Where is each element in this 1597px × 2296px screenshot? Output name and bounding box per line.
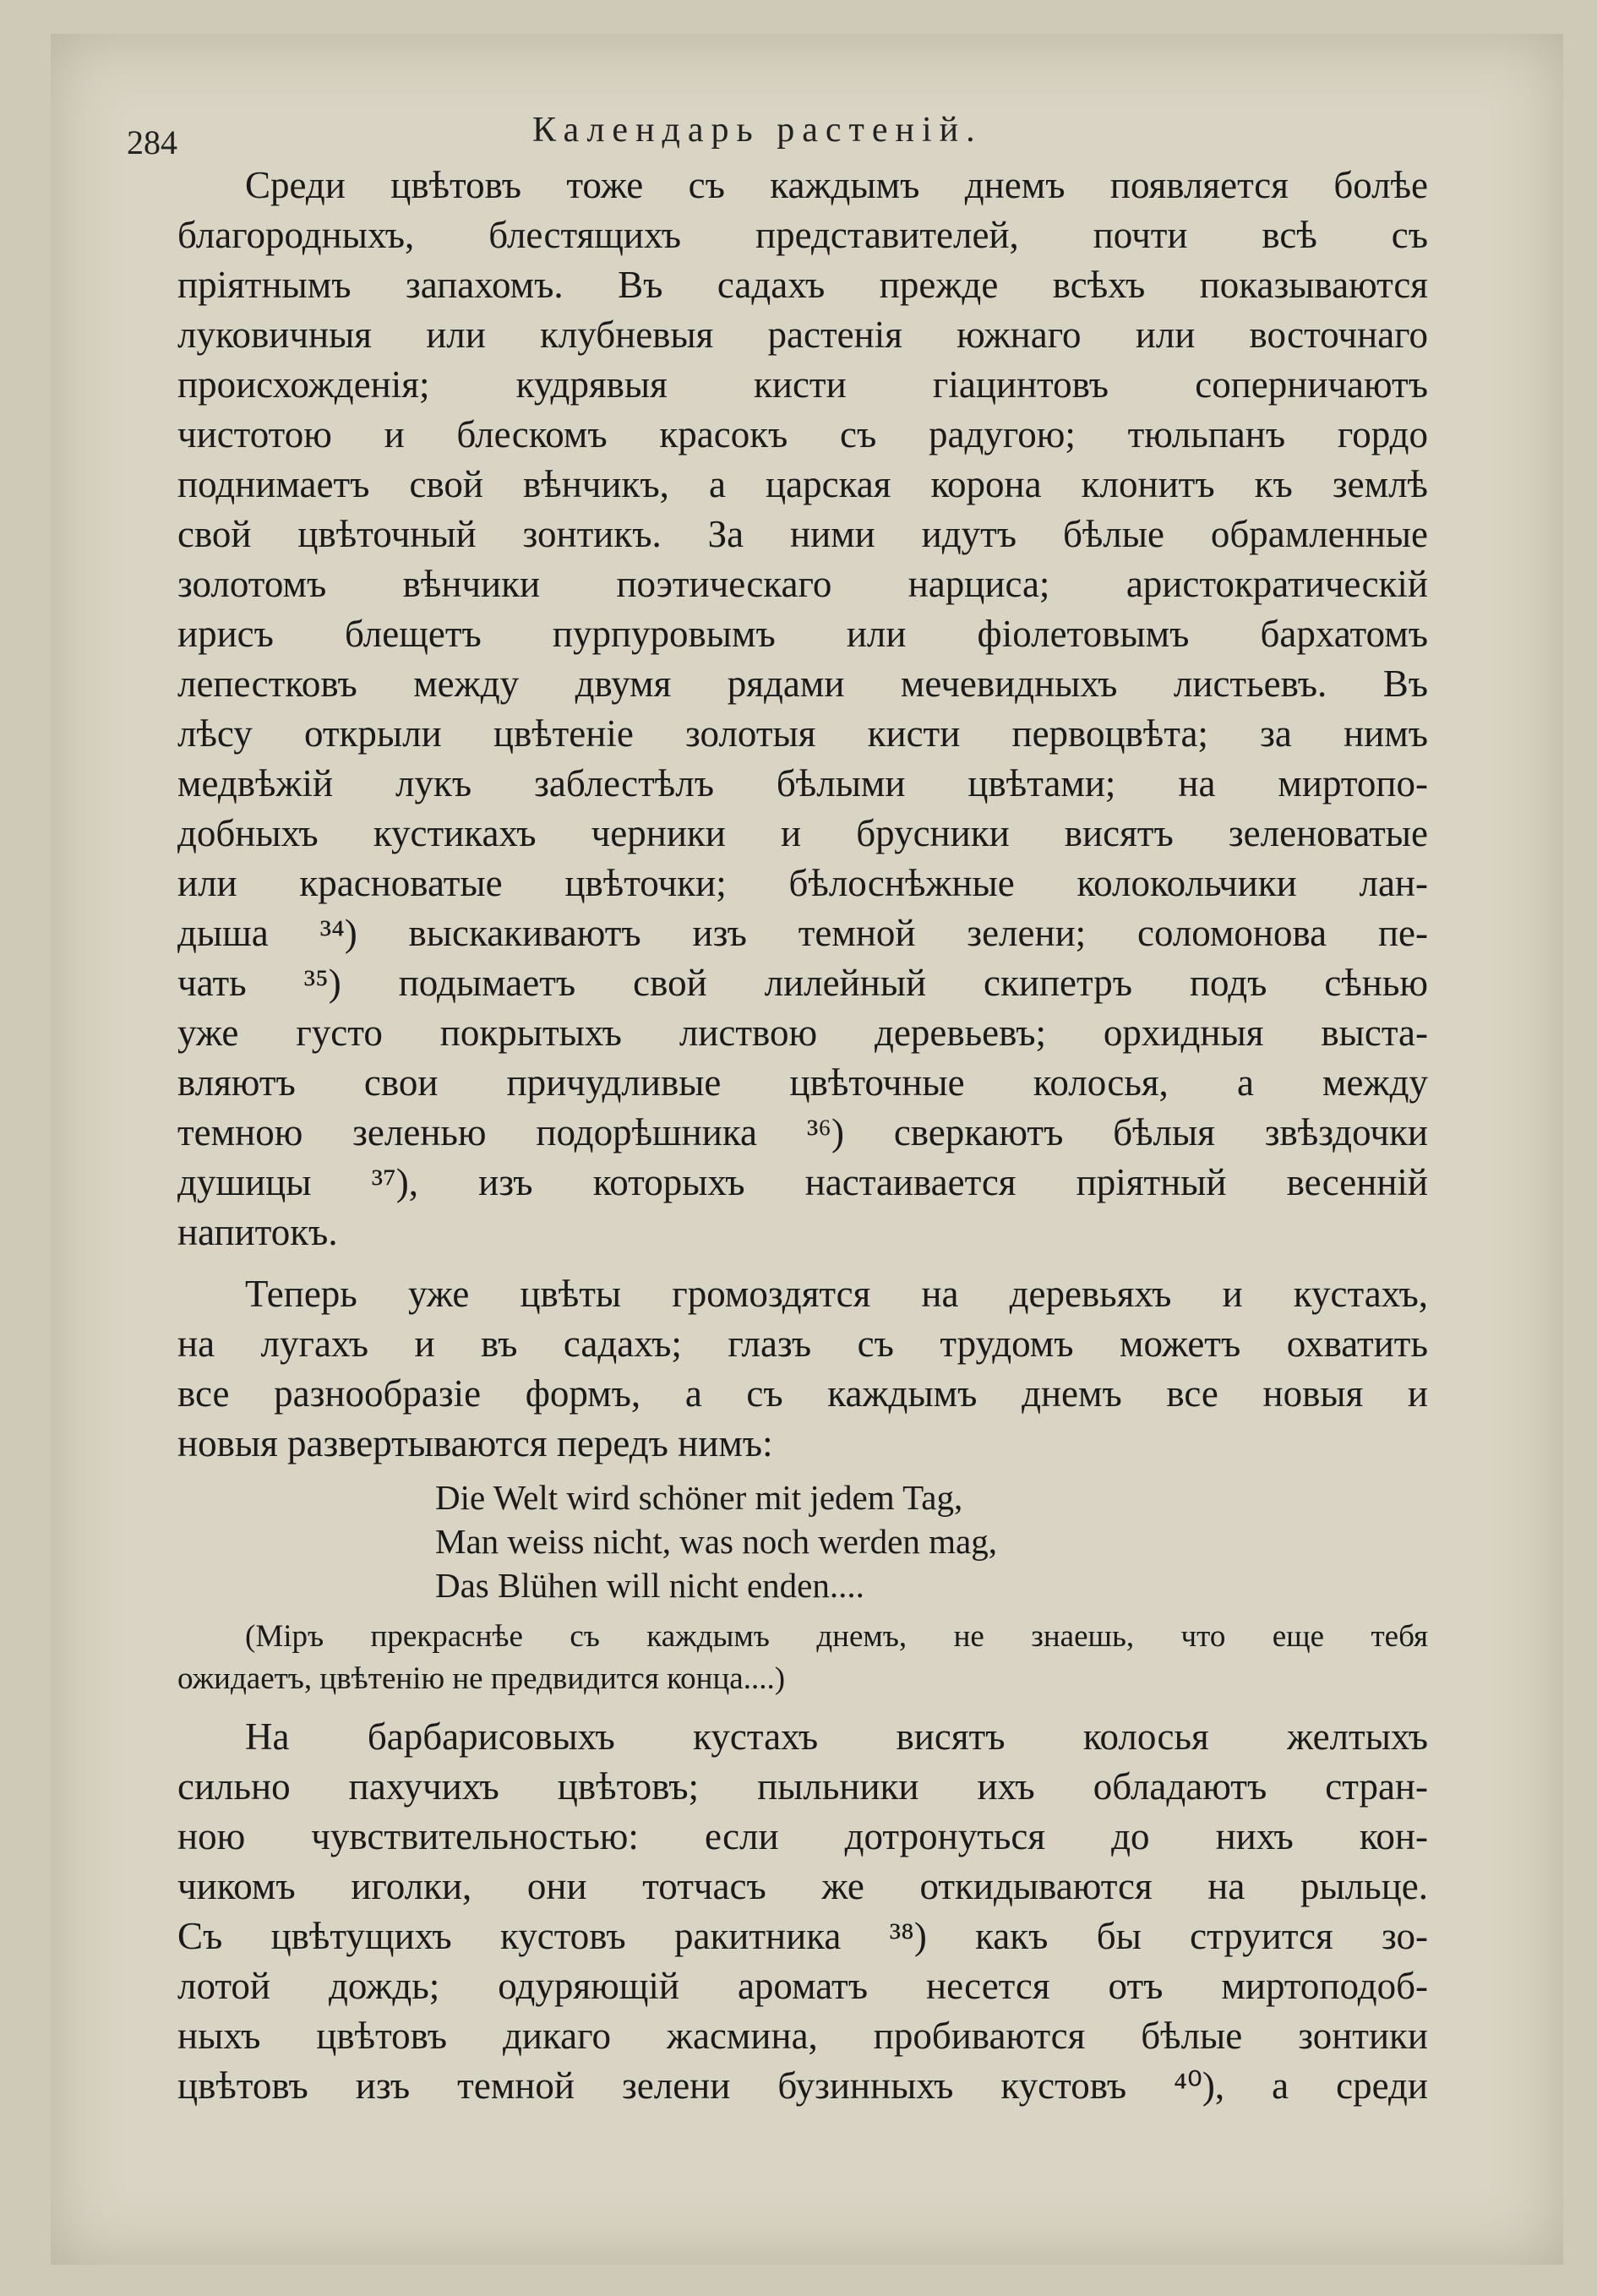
body-text: [177, 161, 1428, 2111]
poem-line: Die Welt wird schöner mit jedem Tag,: [435, 1478, 963, 1517]
text-line: темною зеленью подорѣшника ³⁶) сверкаютъ бѣлыя звѣздочки: [177, 1111, 1428, 1153]
paragraph-1: [177, 161, 1428, 1257]
text-line: вляютъ свои причудливые цвѣточные колосья, а между: [177, 1061, 1428, 1104]
text-line: на лугахъ и въ садахъ; глазъ съ трудомъ можетъ охватить: [177, 1323, 1428, 1365]
running-title: Календарь растеній.: [532, 111, 983, 150]
text-line: лѣсу открыли цвѣтеніе золотыя кисти первоцвѣта; за нимъ: [177, 712, 1428, 755]
text-line: чикомъ иголки, они тотчасъ же откидываются на рыльце.: [177, 1865, 1428, 1907]
text-line: медвѣжій лукъ заблестѣлъ бѣлыми цвѣтами; на миртопо-: [177, 762, 1428, 804]
text-line: или красноватые цвѣточки; бѣлоснѣжные колокольчики лан-: [177, 862, 1428, 904]
poem-quote: [177, 1475, 1428, 1607]
text-line: добныхъ кустикахъ черники и брусники висятъ зеленоватые: [177, 812, 1428, 854]
text-line: Среди цвѣтовъ тоже съ каждымъ днемъ появляется болѣе: [245, 164, 1428, 206]
text-line: душицы ³⁷), изъ которыхъ настаивается пріятный весенній: [177, 1161, 1428, 1203]
translation-line: ожидаетъ, цвѣтенію не предвидится конца....): [177, 1661, 786, 1696]
text-line: Съ цвѣтущихъ кустовъ ракитника ³⁸) какъ бы струится зо-: [177, 1915, 1428, 1957]
text-line: новыя развертываются передъ нимъ:: [177, 1422, 773, 1464]
text-line: золотомъ вѣнчики поэтическаго нарциса; аристократическій: [177, 563, 1428, 605]
text-line: чистотою и блескомъ красокъ съ радугою; тюльпанъ гордо: [177, 413, 1428, 455]
text-line: ныхъ цвѣтовъ дикаго жасмина, пробиваются бѣлые зонтики: [177, 2015, 1428, 2057]
paragraph-2: [177, 1269, 1428, 1469]
text-line: благородныхъ, блестящихъ представителей, почти всѣ съ: [177, 214, 1428, 256]
text-line: чать ³⁵) подымаетъ свой лилейный скипетръ подъ сѣнью: [177, 962, 1428, 1004]
translation-line: (Міръ прекраснѣе съ каждымъ днемъ, не знаешь, что еще тебя: [245, 1619, 1428, 1654]
text-line: лотой дождь; одуряющій ароматъ несется отъ миртоподоб-: [177, 1965, 1428, 2007]
poem-line: Das Blühen will nicht enden....: [435, 1566, 864, 1605]
text-line: свой цвѣточный зонтикъ. За ними идутъ бѣлые обрамленные: [177, 513, 1428, 555]
text-line: лепестковъ между двумя рядами мечевидныхъ листьевъ. Въ: [177, 663, 1428, 705]
poem-line: Man weiss nicht, was noch werden mag,: [435, 1522, 997, 1561]
text-line: Теперь уже цвѣты громоздятся на деревьяхъ и кустахъ,: [245, 1273, 1428, 1315]
text-line: цвѣтовъ изъ темной зелени бузинныхъ кустовъ ⁴⁰), а среди: [177, 2064, 1428, 2107]
text-line: уже густо покрытыхъ листвою деревьевъ; орхидныя выста-: [177, 1012, 1428, 1054]
page-header: [127, 76, 1445, 161]
text-line: луковичныя или клубневыя растенія южнаго или восточнаго: [177, 314, 1428, 356]
text-line: напитокъ.: [177, 1211, 338, 1253]
text-line: пріятнымъ запахомъ. Въ садахъ прежде всѣхъ показываются: [177, 264, 1428, 306]
text-line: происхожденія; кудрявыя кисти гіацинтовъ соперничаютъ: [177, 363, 1428, 406]
text-line: поднимаетъ свой вѣнчикъ, а царская корона клонитъ къ землѣ: [177, 463, 1428, 505]
text-line: На барбарисовыхъ кустахъ висятъ колосья желтыхъ: [245, 1715, 1428, 1758]
text-line: сильно пахучихъ цвѣтовъ; пыльники ихъ обладаютъ стран-: [177, 1765, 1428, 1808]
poem-translation: [177, 1616, 1428, 1700]
text-line: ною чувствительностью: если дотронуться до нихъ кон-: [177, 1815, 1428, 1857]
paragraph-3: [177, 1712, 1428, 2111]
text-line: дыша ³⁴) выскакиваютъ изъ темной зелени; соломонова пе-: [177, 912, 1428, 954]
page-number: 284: [127, 123, 177, 161]
text-line: все разнообразіе формъ, а съ каждымъ днемъ все новыя и: [177, 1372, 1428, 1415]
text-line: ирисъ блещетъ пурпуровымъ или фіолетовымъ бархатомъ: [177, 613, 1428, 655]
